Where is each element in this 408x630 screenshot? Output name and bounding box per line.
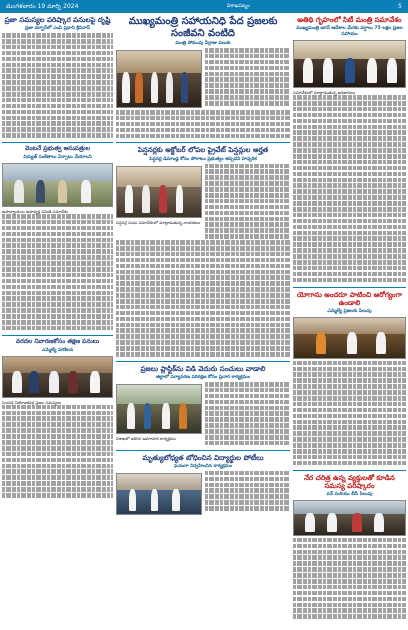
article-headline: ప్రజా సమస్యల పరిష్కార పనులపై దృష్టి	[4, 16, 111, 24]
issue-date: మంగళవారం 19 మార్చి 2024	[6, 2, 79, 10]
page-number: 5	[398, 3, 402, 10]
column-right	[293, 14, 406, 620]
column-center	[116, 14, 290, 517]
article-subheadline: ఘనంగా నిర్వహించిన కార్యక్రమం	[173, 463, 233, 469]
divider	[2, 335, 113, 336]
article-body	[293, 95, 406, 284]
photo-caption: సమావేశంలో మాట్లాడుతున్న అధికారులు	[293, 90, 356, 96]
news-photo	[293, 500, 406, 536]
lead-subheadline: మంత్రి సోమువు వీర్రాజు పలుకు	[175, 41, 231, 46]
article-body	[293, 361, 406, 467]
photo-caption: విశాఖలో జరిగిన అవగాహన కార్యక్రమం	[116, 435, 177, 441]
article-subheadline: ప్రజా దర్బార్‌లో ఎంపి ప్రధాని శ్రీనివాస్	[24, 26, 91, 32]
article-headline: వరదల నివారణకోసం తక్షణ పనులు	[15, 337, 100, 345]
article-headline: అతిథి గృహంలో సిటీ మంత్రి సమావేశం	[297, 16, 402, 24]
article-body	[293, 538, 406, 620]
divider	[293, 470, 406, 471]
article-subheadline: ముఖ్యమంత్రి జగన్ ఆదేశాల మేరకు వర్షాలు 75 లక్షల ప్రజల సహాయం	[296, 26, 403, 38]
divider	[116, 450, 290, 451]
article-headline: నేర చరిత్ర ఉన్న వ్యక్తులతో కూడిన సమస్య పరిష్కారం	[304, 473, 395, 490]
news-photo	[2, 163, 113, 207]
divider	[2, 142, 113, 143]
article-subheadline: ఎమ్మెల్యే పరిశీలన	[41, 347, 74, 353]
masthead	[0, 0, 408, 13]
photo-caption: ఉపాధ్యాయుల ఉపాధ్యక్ష సమితి సమావేశం	[2, 208, 69, 214]
article-subheadline: పెన్షనర్ల డిమాండ్ల కోసం పోరాటం ప్రభుత్వం తప్పదని హెచ్చరిక	[149, 156, 257, 162]
article-subheadline: ఎమ్మెల్యే ప్రజలకు పిలుపు	[327, 308, 372, 314]
news-photo	[2, 356, 113, 398]
article-body	[2, 214, 113, 332]
lead-headline: ముఖ్యమంత్రి సహాయనిధి పేద ప్రజలకు సంజీవని వంటిది	[128, 16, 278, 39]
article-body	[2, 33, 113, 139]
news-photo	[293, 317, 406, 359]
article-body	[205, 471, 290, 517]
article-body	[205, 382, 290, 447]
article-body	[205, 164, 290, 241]
article-headline: వెంటనే ప్రభుత్వ ఆసుపత్రుల	[25, 145, 90, 153]
article-body	[116, 110, 290, 139]
article-subheadline: జిల్లాలో పర్యావరణ పరిరక్షణ కోసం ప్రచార కార్యక్రమం	[156, 374, 250, 380]
divider	[293, 287, 406, 288]
article-subheadline: విద్యుత్ సంకేతాలు ఏర్పాటు చేయాలని	[23, 154, 92, 160]
divider	[116, 142, 290, 143]
article-subheadline: వన్ మరియు బీసీ పిలుపు	[326, 491, 373, 497]
news-photo	[116, 166, 202, 218]
news-photo	[116, 473, 202, 515]
article-headline: ప్రజలు ప్లాస్టిక్‌ను విడి వెదురు సంచులు వాడాలి	[140, 364, 266, 373]
photo-caption: పెందుర్తి నియోజకవర్గ ప్రజల సమస్యలు	[2, 399, 62, 405]
news-photo	[116, 50, 202, 108]
divider	[116, 361, 290, 362]
edition-name: విశాఖపట్నం	[226, 3, 250, 9]
article-body	[2, 405, 113, 499]
photo-caption: పెన్షనర్ల సంఘ సమావేశంలో మాట్లాడుతున్న నాయకులు	[116, 219, 201, 225]
article-body	[116, 240, 290, 358]
news-photo	[293, 40, 406, 88]
article-headline: పెన్షనర్లకు అక్టోబర్‌ లోపల ప్రైవేట్‌ పెన్షన్లుల అర్హత	[137, 146, 269, 155]
article-body	[205, 48, 290, 110]
article-headline: మృత్యుబోధ్యత బోధించిన విద్యార్థుల పోటీలు	[142, 453, 264, 462]
article-headline: యోగాను అందరూ పాటించి ఆరోగ్యంగా ఉండాలి	[297, 290, 402, 307]
column-left	[2, 14, 113, 499]
news-photo	[116, 384, 202, 434]
